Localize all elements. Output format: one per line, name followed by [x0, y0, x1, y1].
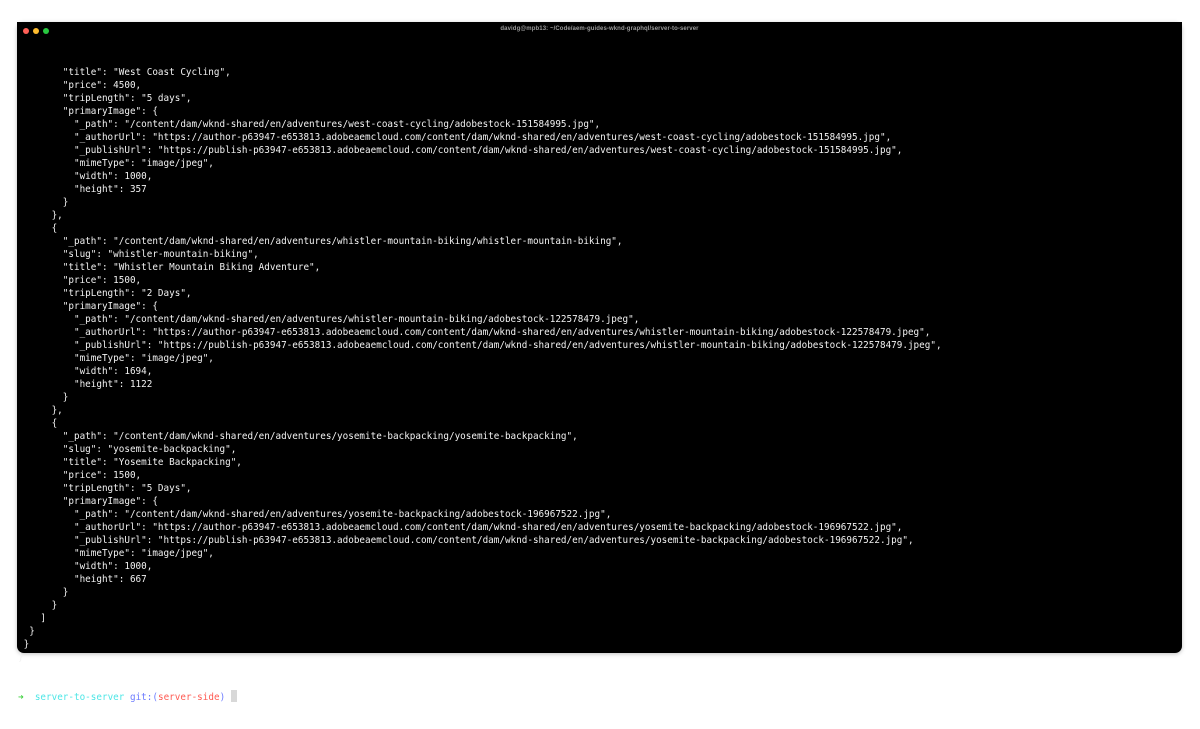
terminal-line: } — [18, 587, 69, 598]
terminal-line: "primaryImage": { — [18, 496, 158, 507]
prompt-branch: server-side — [157, 692, 220, 703]
terminal-line: "_path": "/content/dam/wknd-shared/en/adventures/yosemite-backpacking/adobestock-196967522.jpg", — [18, 509, 612, 520]
terminal-line: ] — [18, 613, 46, 624]
terminal-line: "_publishUrl": "https://publish-p63947-e653813.adobeaemcloud.com/content/dam/wknd-shared/en/adventures/yosemite-backpacking/adobestock-196967522.jpg", — [18, 535, 914, 546]
terminal-line: "_publishUrl": "https://publish-p63947-e653813.adobeaemcloud.com/content/dam/wknd-shared/en/adventures/west-coast-cycling/adobestock-151584995.jpg", — [18, 145, 903, 156]
terminal-lines — [18, 66, 1182, 664]
terminal-line: "_path": "/content/dam/wknd-shared/en/adventures/whistler-mountain-biking/whistler-mountain-biking", — [18, 236, 623, 247]
terminal-line: "height": 667 — [18, 574, 147, 585]
terminal-line: "mimeType": "image/jpeg", — [18, 158, 214, 169]
terminal-line: "price": 1500, — [18, 275, 142, 286]
terminal-line: "mimeType": "image/jpeg", — [18, 548, 214, 559]
terminal-line: "tripLength": "5 days", — [18, 93, 192, 104]
prompt-arrow-icon: ➜ — [18, 692, 24, 703]
terminal-line: }, — [18, 210, 63, 221]
terminal-line: "height": 357 — [18, 184, 147, 195]
terminal-line: "_authorUrl": "https://author-p63947-e653813.adobeaemcloud.com/content/dam/wknd-shared/en/adventures/whistler-mountain-biking/adobestock-122578479.jpeg", — [18, 327, 931, 338]
terminal-line: "_path": "/content/dam/wknd-shared/en/adventures/yosemite-backpacking/yosemite-backpacking", — [18, 431, 578, 442]
terminal-line: "price": 4500, — [18, 80, 142, 91]
prompt-directory: server-to-server — [34, 692, 125, 703]
terminal-line: "title": "Yosemite Backpacking", — [18, 457, 242, 468]
terminal-line: { — [18, 418, 58, 429]
text-cursor[interactable] — [231, 690, 237, 702]
window-title: davidg@mpb13: ~/Code/aem-guides-wknd-graphql/server-to-server — [500, 26, 699, 32]
terminal-line: "_authorUrl": "https://author-p63947-e653813.adobeaemcloud.com/content/dam/wknd-shared/en/adventures/yosemite-backpacking/adobestock-196967522.jpg", — [18, 522, 903, 533]
terminal-line: "_authorUrl": "https://author-p63947-e653813.adobeaemcloud.com/content/dam/wknd-shared/en/adventures/west-coast-cycling/adobestock-151584995.jpg", — [18, 132, 892, 143]
terminal-line: "width": 1000, — [18, 171, 153, 182]
terminal-output[interactable] — [17, 40, 1182, 703]
terminal-line: "price": 1500, — [18, 470, 142, 481]
terminal-line: "width": 1694, — [18, 366, 153, 377]
terminal-line: "slug": "yosemite-backpacking", — [18, 444, 237, 455]
terminal-line: "height": 1122 — [18, 379, 153, 390]
terminal-line: } — [18, 392, 69, 403]
shell-prompt — [18, 690, 1182, 703]
terminal-line: "tripLength": "2 Days", — [18, 288, 192, 299]
terminal-window — [17, 22, 1182, 703]
terminal-line: "mimeType": "image/jpeg", — [18, 353, 214, 364]
terminal-line: "title": "Whistler Mountain Biking Adventure", — [18, 262, 321, 273]
terminal-line: "tripLength": "5 Days", — [18, 483, 192, 494]
prompt-git-label: git:( — [129, 692, 158, 703]
terminal-line: } — [18, 600, 58, 611]
terminal-line: "_path": "/content/dam/wknd-shared/en/adventures/whistler-mountain-biking/adobestock-122578479.jpeg", — [18, 314, 640, 325]
terminal-line: "primaryImage": { — [18, 301, 158, 312]
terminal-line: "width": 1000, — [18, 561, 153, 572]
prompt-git-close: ) — [219, 692, 226, 703]
terminal-line: "primaryImage": { — [18, 106, 158, 117]
terminal-line: "_path": "/content/dam/wknd-shared/en/adventures/west-coast-cycling/adobestock-151584995.jpg", — [18, 119, 601, 130]
terminal-line: } — [18, 197, 69, 208]
terminal-line: "_publishUrl": "https://publish-p63947-e653813.adobeaemcloud.com/content/dam/wknd-shared/en/adventures/whistler-mountain-biking/adobestock-122578479.jpeg", — [18, 340, 942, 351]
terminal-line: "title": "West Coast Cycling", — [18, 67, 231, 78]
terminal-line: { — [18, 223, 58, 234]
terminal-line: "slug": "whistler-mountain-biking", — [18, 249, 259, 260]
title-bar — [17, 22, 1182, 40]
terminal-line: } — [18, 652, 24, 663]
terminal-line: } — [18, 626, 35, 637]
terminal-line: } — [18, 639, 30, 650]
terminal-line: }, — [18, 405, 63, 416]
